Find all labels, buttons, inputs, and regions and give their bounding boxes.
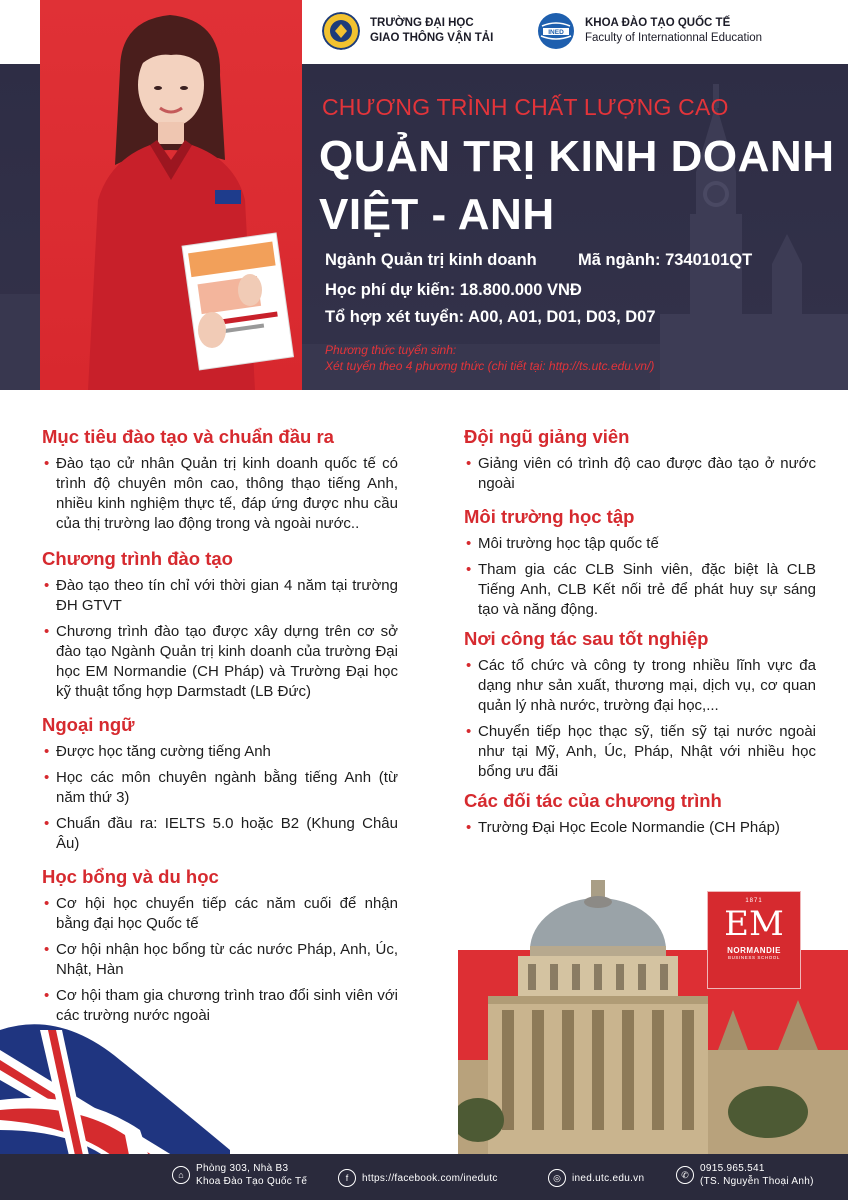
section-scholarship: [42, 866, 398, 1026]
student-photo: [40, 0, 302, 390]
major-name: Ngành Quản trị kinh doanh: [325, 251, 537, 269]
section-title: Nơi công tác sau tốt nghiệp: [464, 628, 709, 649]
globe-icon: ◎: [548, 1169, 566, 1187]
bullet-icon: •: [44, 941, 50, 958]
section-curriculum: [42, 548, 398, 702]
ined-badge-text: INED: [548, 29, 564, 36]
address-line1: Phòng 303, Nhà B3: [196, 1163, 289, 1174]
em-mark: EM: [724, 904, 784, 944]
bullet-icon: •: [466, 657, 472, 674]
section-title: Đội ngũ giảng viên: [464, 426, 630, 447]
admission-method: [325, 342, 654, 374]
bullet-icon: •: [44, 815, 50, 832]
contact-name: (TS. Nguyễn Thoại Anh): [700, 1176, 814, 1187]
list-item: • Được học tăng cường tiếng Anh: [44, 743, 271, 760]
bullet-icon: •: [44, 743, 50, 760]
uk-flag-image: [0, 1020, 230, 1160]
subject-groups: Tổ hợp xét tuyển: A00, A01, D01, D03, D07: [325, 308, 656, 326]
list-item: • Đào tạo theo tín chỉ với thời gian 4 năm tại trường ĐH GTVT: [44, 577, 398, 614]
utc-logo-block: [322, 12, 493, 50]
list-item: • Học các môn chuyên ngành bằng tiếng Anh (từ năm thứ 3): [44, 769, 398, 806]
section-title: Ngoại ngữ: [42, 714, 135, 735]
bullet-icon: •: [44, 455, 50, 472]
em-normandie-logo: [707, 891, 801, 989]
footer-phone: [676, 1162, 814, 1188]
bullet-icon: •: [466, 723, 472, 740]
section-partners: [464, 790, 816, 838]
utc-logo-icon: [322, 12, 360, 50]
section-learning-environment: [464, 506, 816, 620]
facebook-icon: f: [338, 1169, 356, 1187]
bullet-icon: •: [44, 987, 50, 1004]
ined-name-line1: KHOA ĐÀO TẠO QUỐC TẾ: [585, 17, 731, 29]
list-item: • Chương trình đào tạo được xây dựng trên cơ sở đào tạo Ngành Quản trị kinh doanh của trường Đại học EM Normandie (CH Pháp) và Trường Đại học kỹ thuật tổng hợp Darmstadt (LB Đức): [44, 623, 398, 700]
ined-name-line2: Faculty of Internationnal Education: [585, 32, 763, 44]
list-item: • Môi trường học tập quốc tế: [466, 535, 659, 552]
program-title-line2: VIỆT - ANH: [319, 190, 555, 239]
program-title-line1: QUẢN TRỊ KINH DOANH: [319, 132, 835, 181]
left-column: [42, 426, 398, 1032]
address-line2: Khoa Đào Tạo Quốc Tế: [196, 1176, 308, 1187]
footer-address: [172, 1162, 307, 1188]
phone-number: 0915.965.541: [700, 1163, 765, 1174]
section-title: Các đối tác của chương trình: [464, 790, 722, 811]
footer-facebook[interactable]: [338, 1169, 498, 1187]
footer-website[interactable]: [548, 1169, 644, 1187]
list-item: • Đào tạo cử nhân Quản trị kinh doanh quốc tế có trình độ chuyên môn cao, thông thạo tiếng Anh, nhiều kinh nghiệm thực tế, đáp ứng được nhu cầu của thị trường lao động trong và ngoài nước..: [44, 455, 398, 532]
tuition-fee: Học phí dự kiến: 18.800.000 VNĐ: [325, 281, 582, 299]
right-column: [464, 426, 816, 844]
section-title: Môi trường học tập: [464, 506, 635, 527]
list-item: • Cơ hội nhận học bổng từ các nước Pháp, Anh, Úc, Nhật, Hàn: [44, 941, 398, 978]
bullet-icon: •: [466, 535, 472, 552]
bullet-icon: •: [466, 455, 472, 472]
em-year: 1871: [745, 898, 763, 904]
section-lecturers: [464, 426, 816, 494]
utc-name-line1: TRƯỜNG ĐẠI HỌC: [370, 17, 474, 29]
section-training-goals: [42, 426, 398, 534]
bullet-icon: •: [466, 561, 472, 578]
list-item: • Chuẩn đầu ra: IELTS 5.0 hoặc B2 (Khung Châu Âu): [44, 815, 398, 852]
section-title: Mục tiêu đào tạo và chuẩn đầu ra: [42, 426, 334, 447]
bullet-icon: •: [44, 623, 50, 640]
section-title: Chương trình đào tạo: [42, 548, 233, 569]
bullet-icon: •: [466, 819, 472, 836]
section-foreign-language: [42, 714, 398, 854]
list-item: • Cơ hội tham gia chương trình trao đổi sinh viên với các trường nước ngoài: [44, 987, 398, 1024]
admission-method-detail: Xét tuyển theo 4 phương thức (chi tiết tại: http://ts.utc.edu.vn/): [325, 359, 655, 373]
utc-name-line2: GIAO THÔNG VẬN TẢI: [370, 32, 494, 44]
facebook-link[interactable]: https://facebook.com/inedutc: [362, 1172, 498, 1184]
building-icon: ⌂: [172, 1166, 190, 1184]
bullet-icon: •: [44, 895, 50, 912]
website-link[interactable]: ined.utc.edu.vn: [572, 1172, 645, 1184]
program-label: CHƯƠNG TRÌNH CHẤT LƯỢNG CAO: [322, 94, 729, 120]
list-item: • Các tổ chức và công ty trong nhiều lĩnh vực đa dạng như sản xuất, thương mại, dịch vụ, cơ quan quản lý nhà nước, trường đại học,...: [466, 657, 816, 714]
ined-globe-icon: [537, 12, 575, 50]
bullet-icon: •: [44, 769, 50, 786]
em-name: NORMANDIE: [727, 946, 781, 955]
list-item: • Giảng viên có trình độ cao được đào tạo ở nước ngoài: [466, 455, 816, 492]
list-item: • Trường Đại Học Ecole Normandie (CH Pháp): [466, 819, 780, 836]
list-item: • Cơ hội học chuyển tiếp các năm cuối để nhận bằng đại học Quốc tế: [44, 895, 398, 932]
list-item: • Tham gia các CLB Sinh viên, đặc biệt là CLB Tiếng Anh, CLB Kết nối trẻ để phát huy sự sáng tạo và năng động.: [466, 561, 816, 618]
ined-logo-block: [537, 12, 762, 50]
footer: [0, 1154, 848, 1200]
section-title: Học bổng và du học: [42, 866, 219, 887]
em-sub: BUSINESS SCHOOL: [727, 955, 780, 960]
section-career: [464, 628, 816, 782]
major-code: Mã ngành: 7340101QT: [578, 251, 753, 269]
bullet-icon: •: [44, 577, 50, 594]
admission-method-label: Phương thức tuyển sinh:: [325, 343, 457, 357]
phone-icon: ✆: [676, 1166, 694, 1184]
list-item: • Chuyển tiếp học thạc sỹ, tiến sỹ tại nước ngoài như tại Mỹ, Anh, Úc, Pháp, Nhật với nhiều học bổng ưu đãi: [466, 723, 816, 780]
